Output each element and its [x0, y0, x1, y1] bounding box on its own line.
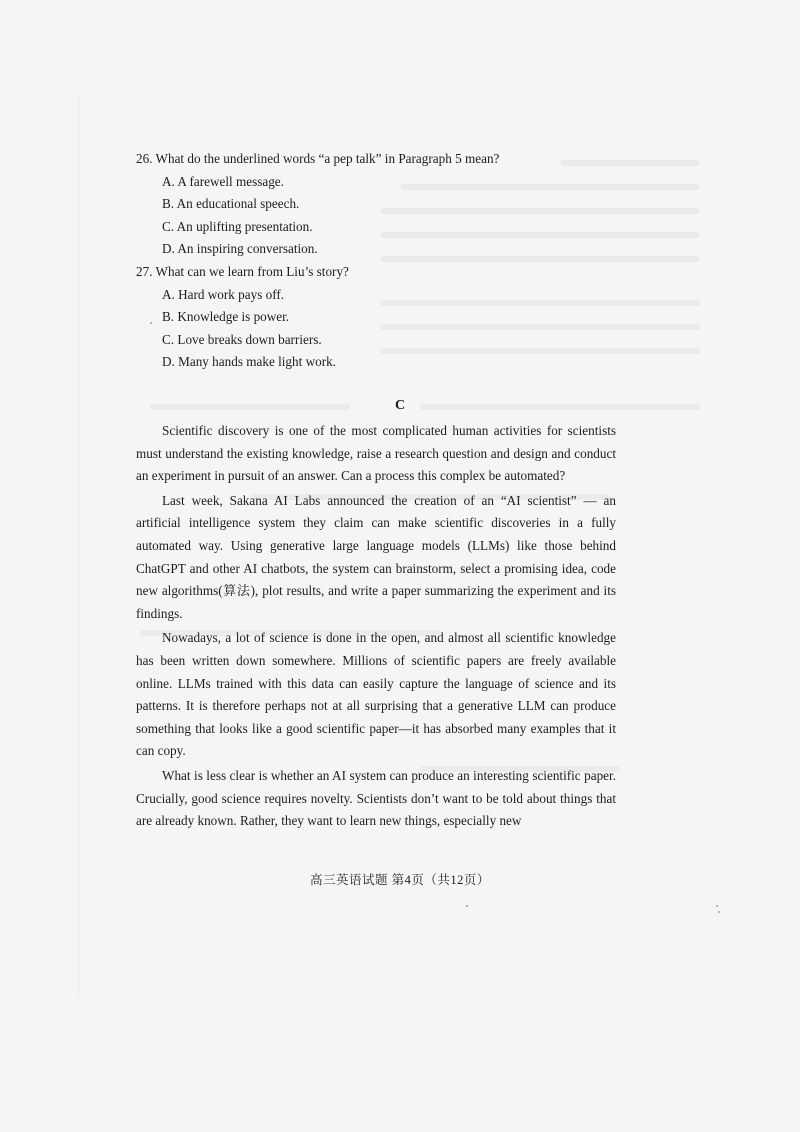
question-27-option-c: C. Love breaks down barriers. [162, 331, 322, 347]
passage-paragraph: Last week, Sakana AI Labs announced the creation of an “AI scientist” — an artificial intelligence system they claim can make scientific discoveries in a fully automated way. Using generative large language models (LLMs) like those behind ChatGPT and other AI chatbots, the system can brainstorm, select a promising idea, code new algorithms(算法), plot results, and write a paper summarizing the experiment and its findings. [136, 492, 616, 621]
question-27-option-d: D. Many hands make light work. [162, 354, 336, 370]
question-block [136, 148, 696, 374]
question-26-option-d: D. An inspiring conversation. [162, 241, 318, 257]
question-26-option-b: B. An educational speech. [162, 196, 300, 212]
question-27-option-b: B. Knowledge is power. [162, 309, 290, 325]
scan-margin-line [78, 95, 79, 995]
reading-passage [136, 420, 616, 833]
question-26: 26. What do the underlined words “a pep talk” in Paragraph 5 mean? [136, 151, 500, 166]
section-heading: C [394, 398, 406, 413]
passage-paragraph: What is less clear is whether an AI system can produce an interesting scientific paper. Crucially, good science requires novelty. Scientists don’t want to be told about things that are already known. Rather, they want to learn new things, especially new [136, 767, 616, 829]
question-27: 27. What can we learn from Liu’s story? [136, 263, 349, 279]
question-26-option-a: A. A farewell message. [162, 173, 284, 189]
question-27-option-a: A. Hard work pays off. [162, 286, 285, 302]
question-26-option-c: C. An uplifting presentation. [162, 218, 313, 234]
passage-paragraph: Nowadays, a lot of science is done in the open, and almost all scientific knowledge has been written down somewhere. Millions of scientific papers are freely available online. LLMs trained with this data can easily capture the language of science and its patterns. It is therefore perhaps not at all surprising that a generative LLM can produce something that looks like a good scientific paper—it has absorbed many examples that it can copy. [136, 630, 616, 759]
page-footer: 高三英语试题 第4页（共12页） [310, 873, 490, 887]
passage-paragraph: Scientific discovery is one of the most complicated human activities for scientists must understand the existing knowledge, raise a research question and design and conduct an experiment in pursuit of an answer. Can a process this complex be automated? [136, 423, 616, 484]
